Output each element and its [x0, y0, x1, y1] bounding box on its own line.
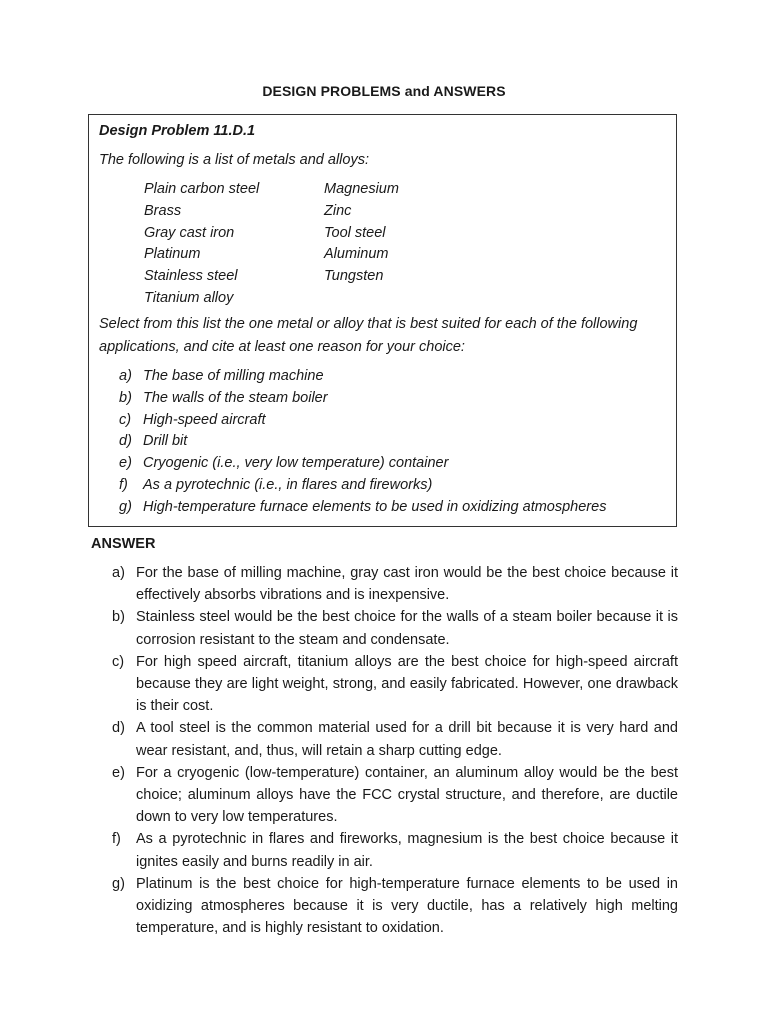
- metal-item: Plain carbon steel: [144, 181, 260, 197]
- metals-row: [144, 179, 544, 201]
- list-marker: e): [119, 455, 132, 472]
- metals-list: [144, 179, 544, 310]
- answer-item: [112, 762, 678, 829]
- answer-item: [112, 606, 678, 650]
- list-marker: a): [112, 565, 125, 581]
- list-marker: d): [119, 433, 132, 450]
- answer-text: For the base of milling machine, gray cast iron would be the best choice because it effectively absorbs vibrations and is inexpensive.: [136, 565, 678, 604]
- answer-text: For high speed aircraft, titanium alloys are the best choice for high-speed aircraft because they are light weight, strong, and easily fabricated. However, one drawback is their cost.: [136, 653, 678, 715]
- list-marker: e): [112, 764, 125, 781]
- metal-item: Platinum: [144, 246, 201, 263]
- list-marker: b): [112, 609, 125, 626]
- metal-item: Magnesium: [324, 181, 399, 197]
- list-marker: f): [112, 831, 121, 848]
- application-text: The walls of the steam boiler: [143, 389, 328, 406]
- application-item: [119, 497, 674, 519]
- application-item: [119, 431, 674, 453]
- application-text: High-speed aircraft: [143, 411, 266, 428]
- metal-item: Titanium alloy: [144, 289, 234, 306]
- metals-row: [144, 266, 544, 288]
- answer-item: [112, 717, 678, 761]
- answer-text: Platinum is the best choice for high-temperature furnace elements to be used in oxidizing atmospheres because it is very ductile, has a relatively high melting temperature, and is highly resistant to oxidation.: [136, 875, 678, 937]
- application-text: As a pyrotechnic (i.e., in flares and fireworks): [143, 476, 433, 493]
- application-item: [119, 366, 674, 388]
- metal-item: Aluminum: [324, 246, 389, 263]
- answer-item: [112, 651, 678, 718]
- application-item: [119, 410, 674, 432]
- page-title: DESIGN PROBLEMS and ANSWERS: [262, 83, 506, 99]
- list-marker: g): [119, 498, 132, 515]
- metal-item: Tool steel: [324, 224, 386, 241]
- metals-row: [144, 288, 544, 310]
- metal-item: Tungsten: [324, 268, 384, 285]
- list-marker: f): [119, 476, 128, 493]
- list-marker: g): [112, 875, 125, 892]
- answer-item: [112, 562, 678, 606]
- answer-text: As a pyrotechnic in flares and fireworks, magnesium is the best choice because it ignites easily and burns readily in air.: [136, 831, 678, 870]
- problem-instructions: Select from this list the one metal or alloy that is best suited for each of the following applications, and cite at least one reason for your choice:: [99, 316, 638, 355]
- list-marker: d): [112, 720, 125, 737]
- list-marker: a): [119, 368, 132, 384]
- application-text: High-temperature furnace elements to be used in oxidizing atmospheres: [143, 498, 607, 515]
- answer-text: For a cryogenic (low-temperature) container, an aluminum alloy would be the best choice; aluminum alloys have the FCC crystal structure, and therefore, are ductile down to very low temperatures.: [136, 764, 678, 826]
- answer-item: [112, 873, 678, 940]
- metal-item: Stainless steel: [144, 268, 238, 285]
- answer-text: Stainless steel would be the best choice for the walls of a steam boiler because it is corrosion resistant to the steam and condensate.: [136, 609, 678, 648]
- list-marker: c): [119, 411, 132, 428]
- metal-item: Gray cast iron: [144, 224, 235, 241]
- application-item: [119, 388, 674, 410]
- answers-list: [112, 562, 678, 939]
- metals-row: [144, 201, 544, 223]
- application-text: The base of milling machine: [143, 368, 324, 384]
- application-text: Cryogenic (i.e., very low temperature) container: [143, 455, 449, 472]
- problem-heading: Design Problem 11.D.1: [99, 123, 256, 139]
- metals-row: [144, 244, 544, 266]
- answer-heading: ANSWER: [91, 536, 156, 552]
- metal-item: Zinc: [324, 202, 352, 219]
- list-marker: c): [112, 653, 125, 670]
- application-text: Drill bit: [143, 433, 188, 450]
- list-marker: b): [119, 389, 132, 406]
- answer-text: A tool steel is the common material used for a drill bit because it is very hard and wear resistant, and, thus, will retain a sharp cutting edge.: [136, 720, 678, 759]
- metals-row: [144, 223, 544, 245]
- application-item: [119, 453, 674, 475]
- problem-intro: The following is a list of metals and alloys:: [99, 152, 369, 168]
- applications-list: [119, 366, 674, 519]
- design-problem-box: [88, 114, 677, 527]
- metal-item: Brass: [144, 202, 182, 219]
- answer-item: [112, 828, 678, 872]
- application-item: [119, 475, 674, 497]
